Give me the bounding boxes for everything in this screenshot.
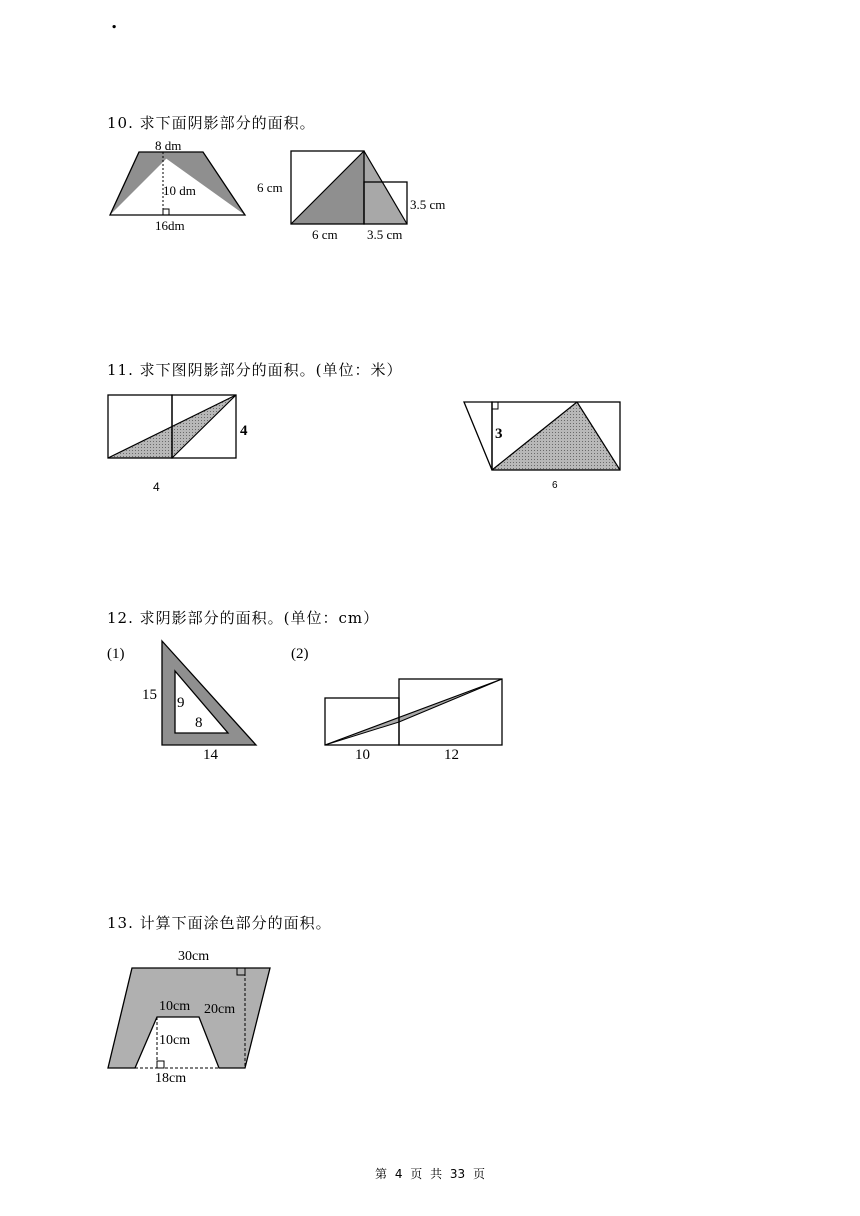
q13-inner-top-label: 10cm [159,999,191,1014]
header-mark: . [111,12,118,33]
q10-fig2-bottom-a-label: 6 cm [312,227,338,242]
q11-fig1-side-label: 4 [240,423,248,439]
q10-fig1-height-label: 10 dm [163,183,196,198]
q11-fig2-bottom-label: 6 [552,480,558,491]
q13-top-label: 30cm [178,949,210,964]
q12-fig1-inner-left-label: 9 [177,695,185,711]
q12-fig2-bottom-a-label: 10 [355,747,370,763]
question-13-title: 13. 计算下面涂色部分的面积。 [107,914,332,932]
q12-fig2-bottom-b-label: 12 [444,747,459,763]
q10-fig2-left-label: 6 cm [257,180,283,195]
q12-fig2-tag: (2) [291,646,309,662]
q10-fig1-top-label: 8 dm [155,138,182,153]
q12-fig1-tag: (1) [107,646,125,662]
q12-fig1-outer-left-label: 15 [142,687,157,703]
q11-fig1-bottom-label: 4 [153,480,160,494]
q13-bottom-label: 18cm [155,1071,187,1086]
q12-fig1-inner-bottom-label: 8 [195,715,203,731]
question-11-title: 11. 求下图阴影部分的面积。(单位：米） [107,361,403,379]
question-12-title: 12. 求阴影部分的面积。(单位：cm） [107,609,380,627]
page-footer: 第 4 页 共 33 页 [375,1167,485,1181]
question-10-title: 10. 求下面阴影部分的面积。 [107,114,316,132]
q13-inner-height-label: 10cm [159,1033,191,1048]
q13-shape [108,968,270,1068]
q11-fig2-height-label: 3 [495,426,503,442]
q10-fig2-right-label: 3.5 cm [410,197,446,212]
q10-fig2-bottom-b-label: 3.5 cm [367,227,403,242]
q13-height-label: 20cm [204,1002,236,1017]
q10-fig1-bottom-label: 16dm [155,218,185,233]
q12-fig1-outer-bottom-label: 14 [203,747,218,763]
